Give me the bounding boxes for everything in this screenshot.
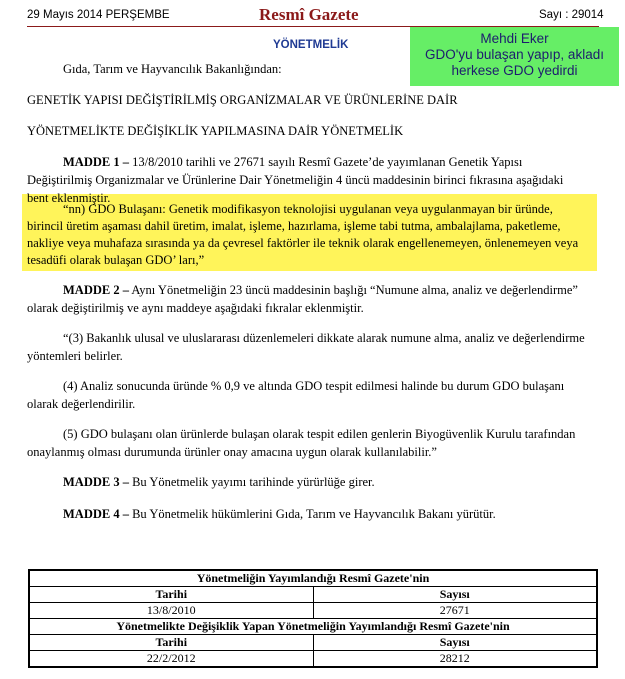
col-date-header-2: Tarihi <box>29 635 313 651</box>
table-row <box>29 587 597 603</box>
col-date-header: Tarihi <box>29 587 313 603</box>
gazette-issue: Sayı : 29014 <box>539 9 604 21</box>
paragraph-5: (5) GDO bulaşanı olan ürünlerde bulaşan olarak tespit edilen genlerin Biyogüvenlik Kurulu tarafından onaylanmış olması durumunda ürünler onay amacına uygun olarak kullanılabilir.” <box>27 427 576 459</box>
heading-line-1: GENETİK YAPISI DEĞİŞTİRİLMİŞ ORGANİZMALAR VE ÜRÜNLERİNE DAİR <box>27 93 458 107</box>
article-2 <box>27 281 587 317</box>
table-row <box>29 619 597 635</box>
col-number-header-2: Sayısı <box>313 635 597 651</box>
article-3-text: Bu Yönetmelik yayımı tarihinde yürürlüğe girer. <box>128 475 375 489</box>
note-line-1: Mehdi Eker <box>480 31 549 46</box>
section-title: YÖNETMELİK <box>273 39 349 51</box>
table-row <box>29 635 597 651</box>
definition-quote: “nn) GDO Bulaşanı: Genetik modifikasyon teknolojisi uygulanan veya uygulanmayan bir üründe, birincil üretim aşaması dahil üretim, imalat, işleme, hazırlama, işleme tabi tutma, ambalajlama, paketleme, nakliye veya muhafaza sırasında ya da çevresel faktörler ile teknik olarak engellenemeyen, önlenemeyen veya tesadüfi olarak bulaşan GDO’ ları,” <box>27 202 579 267</box>
table-title-2: Yönetmelikte Değişiklik Yapan Yönetmeliğin Yayımlandığı Resmî Gazete'nin <box>29 619 597 635</box>
paragraph-3: “(3) Bakanlık ulusal ve uluslararası düzenlemeleri dikkate alarak numune alma, analiz ve değerlendirme yöntemleri belirler. <box>27 331 585 363</box>
article-1-text: 13/8/2010 tarihli ve 27671 sayılı Resmî Gazete’de yayımlanan Genetik Yapısı Değiştirilmiş Organizmalar ve Ürünlerine Dair Yönetmeliğin 4 üncü maddesinin birinci fıkrasına aşağıdaki bent eklenmiştir. <box>27 155 564 205</box>
publication-table <box>28 569 598 668</box>
heading-line-2: YÖNETMELİKTE DEĞİŞİKLİK YAPILMASINA DAİR YÖNETMELİK <box>27 124 404 138</box>
table-title-1: Yönetmeliğin Yayımlandığı Resmî Gazete'nin <box>29 570 597 587</box>
row1-number: 27671 <box>313 603 597 619</box>
note-line-2: GDO'yu bulaşan yapıp, akladı <box>425 47 604 62</box>
table-row <box>29 651 597 668</box>
row2-number: 28212 <box>313 651 597 668</box>
article-4-label: MADDE 4 – <box>63 507 129 521</box>
row1-date: 13/8/2010 <box>29 603 313 619</box>
article-3-label: MADDE 3 – <box>63 475 129 489</box>
paragraph-4: (4) Analiz sonucunda üründe % 0,9 ve altında GDO tespit edilmesi halinde bu durum GDO bulaşanı olarak değerlendirilir. <box>27 379 565 411</box>
row2-date: 22/2/2012 <box>29 651 313 668</box>
table-row <box>29 603 597 619</box>
col-number-header: Sayısı <box>313 587 597 603</box>
article-4 <box>27 505 587 523</box>
gazette-title: Resmî Gazete <box>259 5 359 24</box>
gazette-date: 29 Mayıs 2014 PERŞEMBE <box>27 9 170 21</box>
article-1 <box>27 153 587 207</box>
article-1-label: MADDE 1 – <box>63 155 129 169</box>
table-row <box>29 570 597 587</box>
article-2-text: Aynı Yönetmeliğin 23 üncü maddesinin başlığı “Numune alma, analiz ve değerlendirme” olarak değiştirilmiş ve aynı maddeye aşağıdaki fıkralar eklenmiştir. <box>27 283 578 315</box>
ministry-line: Gıda, Tarım ve Hayvancılık Bakanlığından: <box>63 62 282 76</box>
article-4-text: Bu Yönetmelik hükümlerini Gıda, Tarım ve Hayvancılık Bakanı yürütür. <box>128 507 496 521</box>
article-2-label: MADDE 2 – <box>63 283 129 297</box>
note-line-3: herkese GDO yedirdi <box>451 63 578 78</box>
article-3 <box>27 473 587 491</box>
